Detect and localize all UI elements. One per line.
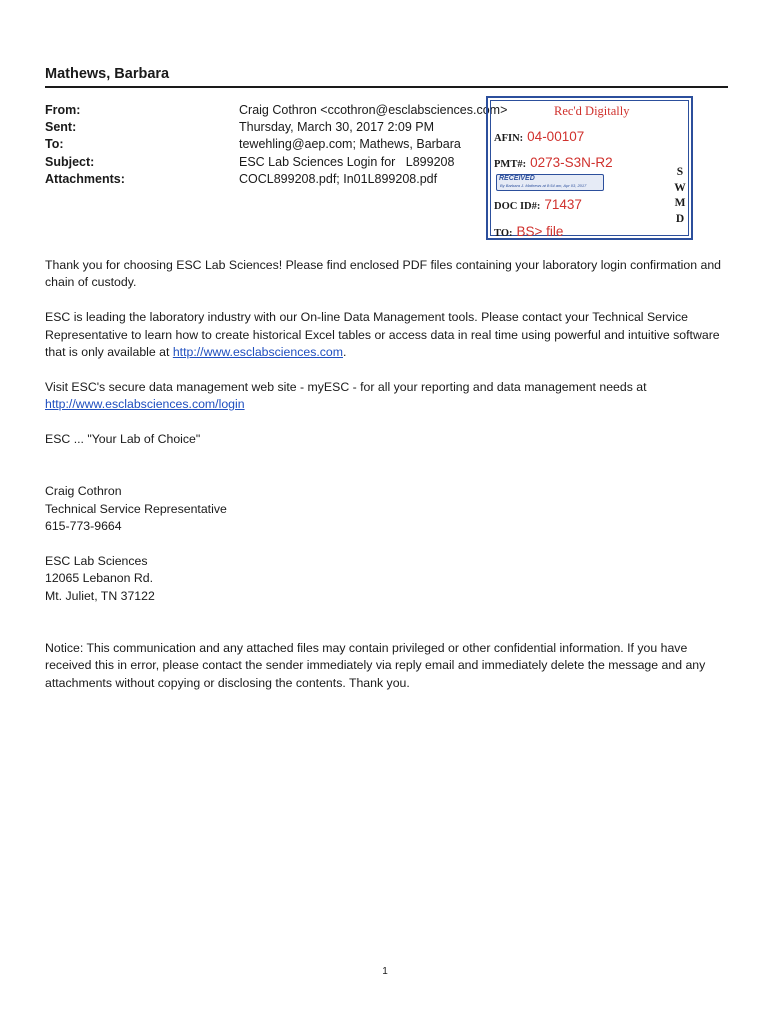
- body-text: ESC is leading the laboratory industry with our On-line Data Management tools. Please contact your Technical Service Representative to learn how to create historical Excel tables or access data in real time using powerful and intuitive software that is only available at: [45, 310, 720, 360]
- stamp-recd-digitally: Rec'd Digitally: [554, 104, 630, 118]
- header-row-sent: [45, 119, 507, 136]
- header-row-from: [45, 102, 507, 119]
- stamp-letter: D: [675, 212, 685, 225]
- received-badge: [496, 174, 604, 191]
- stamp-pmt-value: 0273-S3N-R2: [530, 155, 613, 170]
- stamp-docid: [494, 196, 582, 214]
- header-value: tewehling@aep.com; Mathews, Barbara: [239, 137, 461, 152]
- header-label: Attachments:: [45, 171, 125, 186]
- received-stamp: [486, 96, 693, 240]
- header-label: From:: [45, 103, 81, 117]
- stamp-pmt-label: PMT#:: [494, 159, 527, 170]
- received-badge-title: RECEIVED: [499, 175, 535, 182]
- header-row-attachments: [45, 171, 507, 188]
- body-paragraph: [45, 309, 725, 361]
- signature-block: [45, 483, 725, 535]
- body-paragraph: Thank you for choosing ESC Lab Sciences! Please find enclosed PDF files containing your laboratory login confirmation and chain of custody.: [45, 258, 722, 290]
- company-city: Mt. Juliet, TN 37122: [45, 588, 155, 603]
- body-paragraph: ESC ... "Your Lab of Choice": [45, 432, 201, 447]
- signature-name: Craig Cothron: [45, 484, 122, 499]
- received-badge-signature: By Barbara J. Mathews at 8:54 am, Apr 03, 2017: [500, 183, 587, 188]
- signature-title: Technical Service Representative: [45, 501, 227, 516]
- stamp-side-letters: [674, 165, 686, 227]
- header-value: ESC Lab Sciences Login for L899208: [239, 154, 455, 169]
- header-value: Craig Cothron <ccothron@esclabsciences.com>: [239, 103, 508, 117]
- company-name: ESC Lab Sciences: [45, 553, 148, 568]
- header-row-to: [45, 136, 507, 153]
- header-value: COCL899208.pdf; In01L899208.pdf: [239, 171, 438, 186]
- stamp-letter: W: [674, 181, 686, 194]
- stamp-letter: M: [674, 197, 686, 209]
- page-number: 1: [382, 966, 388, 977]
- body-paragraph: [45, 379, 725, 414]
- stamp-to-label: TO:: [494, 228, 513, 239]
- stamp-to: [494, 223, 563, 241]
- stamp-letter: S: [676, 166, 684, 178]
- stamp-docid-label: DOC ID#:: [494, 201, 541, 212]
- company-street: 12065 Lebanon Rd.: [45, 571, 154, 586]
- header-row-subject: [45, 154, 507, 171]
- stamp-docid-value: 71437: [544, 197, 582, 212]
- confidentiality-notice: Notice: This communication and any attached files may contain privileged or other confidential information. If you have received this in error, please contact the sender immediately via reply email and immediately delete the message and any attachments without copying or disclosing the contents. Thank you.: [45, 640, 706, 690]
- body-text: Visit ESC's secure data management web site - myESC - for all your reporting and data management needs at: [45, 379, 647, 394]
- website-link[interactable]: http://www.esclabsciences.com: [172, 345, 344, 360]
- title-divider: [45, 86, 728, 88]
- header-label: To:: [45, 137, 64, 152]
- header-label: Sent:: [45, 120, 77, 135]
- email-header: [45, 102, 507, 188]
- stamp-afin-value: 04-00107: [527, 129, 585, 144]
- stamp-to-value: BS> file: [516, 224, 564, 239]
- stamp-pmt: [494, 154, 613, 172]
- stamp-afin: [494, 128, 584, 146]
- login-link[interactable]: http://www.esclabsciences.com/login: [45, 397, 245, 412]
- company-address-block: [45, 553, 725, 605]
- header-label: Subject:: [45, 154, 95, 169]
- page-title: Mathews, Barbara: [45, 66, 170, 82]
- email-body: [45, 257, 725, 709]
- body-text: .: [343, 345, 347, 360]
- stamp-underline: [653, 239, 681, 240]
- stamp-afin-label: AFIN:: [494, 133, 524, 144]
- signature-phone: 615-773-9664: [45, 519, 122, 534]
- header-value: Thursday, March 30, 2017 2:09 PM: [239, 120, 435, 135]
